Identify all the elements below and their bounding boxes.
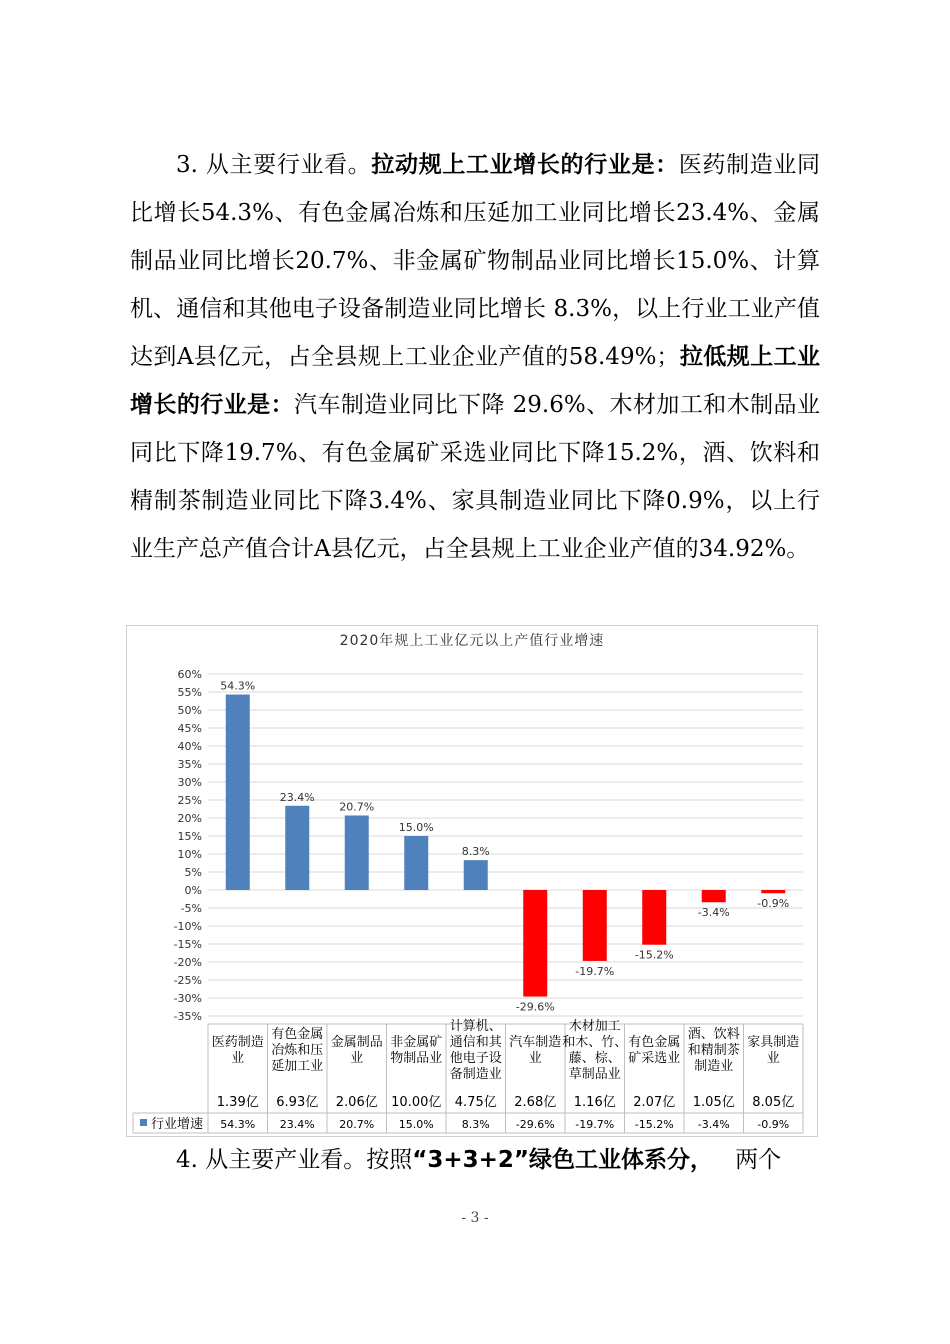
category-label: 业 [350, 1051, 364, 1066]
category-label: 酒、饮料 [687, 1027, 740, 1042]
chart-svg [127, 626, 817, 1136]
category-label: 通信和其 [449, 1035, 502, 1050]
bar [226, 695, 250, 890]
table-value: -3.4% [697, 1118, 730, 1131]
y-tick-label: -25% [173, 974, 202, 987]
output-value: 4.75亿 [454, 1095, 497, 1110]
category-label: 非金属矿 [390, 1035, 443, 1050]
y-tick-label: 60% [177, 668, 202, 681]
bar [702, 890, 726, 902]
data-label: 15.0% [398, 821, 434, 834]
para1-body-2: 汽车制造业同比下降 29.6%、木材加工和木制品业同比下降19.7%、有色金属矿采选业同比下降15.2%，酒、饮料和精制茶制造业同比下降3.4%、家具制造业同比下降0.9%，以上行业生产总产值合计A县亿元，占全县规上工业企业产值的34.92%。 [130, 392, 820, 562]
y-tick-label: 15% [177, 830, 202, 843]
chart-title: 2020年规上工业亿元以上产值行业增速 [339, 633, 605, 649]
table-value: -19.7% [575, 1118, 615, 1131]
data-label: -0.9% [757, 897, 790, 911]
paragraph-industry-structure [130, 1136, 820, 1184]
output-value: 1.05亿 [692, 1095, 735, 1110]
output-value: 1.16亿 [573, 1095, 616, 1110]
category-label: 他电子设 [449, 1051, 502, 1066]
data-label: 8.3% [461, 845, 490, 859]
y-tick-label: -10% [173, 920, 202, 933]
para2-bold: “3+3+2”绿色工业体系分， [412, 1147, 714, 1173]
bar [345, 815, 369, 890]
category-label: 物制品业 [390, 1051, 443, 1066]
table-value: 23.4% [279, 1118, 315, 1131]
growth-chart [126, 625, 818, 1137]
output-value: 2.68亿 [514, 1095, 557, 1110]
para1-body: 医药制造业同比增长54.3%、有色金属冶炼和压延加工业同比增长23.4%、金属制品业同比增长20.7%、非金属矿物制品业同比增长15.0%、计算机、通信和其他电子设备制造业同比增长 8.3%，以上行业工业产值达到A县亿元，占全县规上工业企业产值的58.49%； [130, 152, 820, 370]
para2-heading: 4. 从主要产业看。按照 [176, 1147, 413, 1173]
y-tick-label: -20% [173, 956, 202, 969]
legend-label: 行业增速 [151, 1117, 204, 1132]
category-label: 有色金属 [271, 1027, 324, 1042]
data-label: 54.3% [220, 679, 256, 693]
y-tick-label: 55% [177, 686, 202, 699]
table-value: 54.3% [220, 1118, 256, 1131]
y-tick-label: 35% [177, 758, 202, 771]
output-value: 10.00亿 [391, 1095, 442, 1110]
category-label: 和木、竹、 [562, 1035, 628, 1050]
bar [285, 806, 309, 890]
y-tick-label: -5% [180, 902, 202, 915]
y-tick-label: 40% [177, 740, 202, 753]
output-value: 6.93亿 [276, 1095, 319, 1110]
category-label: 医药制造 [211, 1035, 264, 1050]
output-value: 1.39亿 [216, 1095, 259, 1110]
category-label: 藤、棕、 [568, 1051, 621, 1066]
paragraph-industry-growth [130, 141, 820, 573]
data-label: 20.7% [339, 800, 375, 814]
category-label: 有色金属 [628, 1035, 681, 1050]
category-label: 冶炼和压 [271, 1043, 324, 1058]
y-tick-label: 10% [177, 848, 202, 861]
category-label: 备制造业 [449, 1067, 502, 1082]
category-label: 矿采选业 [628, 1051, 681, 1066]
bar [523, 890, 547, 997]
bar [583, 890, 607, 961]
output-value: 2.07亿 [633, 1095, 676, 1110]
table-value: 20.7% [339, 1118, 375, 1131]
data-label: -15.2% [634, 948, 674, 962]
para1-heading: 3. 从主要行业看。 [176, 152, 372, 178]
table-value: -29.6% [515, 1118, 555, 1131]
table-value: 15.0% [398, 1118, 434, 1131]
data-label: 23.4% [279, 790, 315, 804]
data-label: -29.6% [515, 1000, 555, 1014]
y-tick-label: 45% [177, 722, 202, 735]
category-label: 金属制品 [330, 1035, 383, 1050]
para2-tail: 两个 [735, 1147, 782, 1173]
y-tick-label: 5% [184, 866, 202, 879]
data-label: -19.7% [575, 964, 615, 978]
category-label: 业 [231, 1051, 245, 1066]
page-number: - 3 - [461, 1210, 489, 1226]
category-label: 草制品业 [568, 1067, 621, 1082]
y-tick-label: 50% [177, 704, 202, 717]
category-label: 延加工业 [271, 1059, 324, 1074]
y-tick-label: 20% [177, 812, 202, 825]
para1-bold-lead: 拉动规上工业增长的行业是： [371, 152, 679, 178]
para1-bold-lead-2: 拉低规上工业增长的行业是： [130, 344, 821, 418]
category-label: 业 [766, 1051, 780, 1066]
y-tick-label: -15% [173, 938, 202, 951]
category-label: 业 [528, 1051, 542, 1066]
category-label: 汽车制造 [509, 1035, 562, 1050]
category-label: 制造业 [694, 1059, 734, 1074]
table-value: -0.9% [757, 1118, 790, 1131]
legend-swatch [140, 1119, 147, 1126]
category-label: 计算机、 [449, 1019, 502, 1034]
y-tick-label: 25% [177, 794, 202, 807]
output-value: 8.05亿 [752, 1095, 795, 1110]
bar [642, 890, 666, 945]
table-value: -15.2% [634, 1118, 674, 1131]
y-tick-label: -30% [173, 992, 202, 1005]
bar [761, 890, 785, 893]
bar [464, 860, 488, 890]
bar [404, 836, 428, 890]
data-label: -3.4% [697, 906, 730, 920]
y-tick-label: 0% [184, 884, 202, 897]
category-label: 家具制造 [747, 1035, 800, 1050]
y-tick-label: 30% [177, 776, 202, 789]
category-label: 木材加工 [568, 1019, 621, 1034]
category-label: 和精制茶 [687, 1043, 740, 1058]
y-tick-label: -35% [173, 1010, 202, 1023]
output-value: 2.06亿 [335, 1095, 378, 1110]
table-value: 8.3% [461, 1118, 490, 1131]
